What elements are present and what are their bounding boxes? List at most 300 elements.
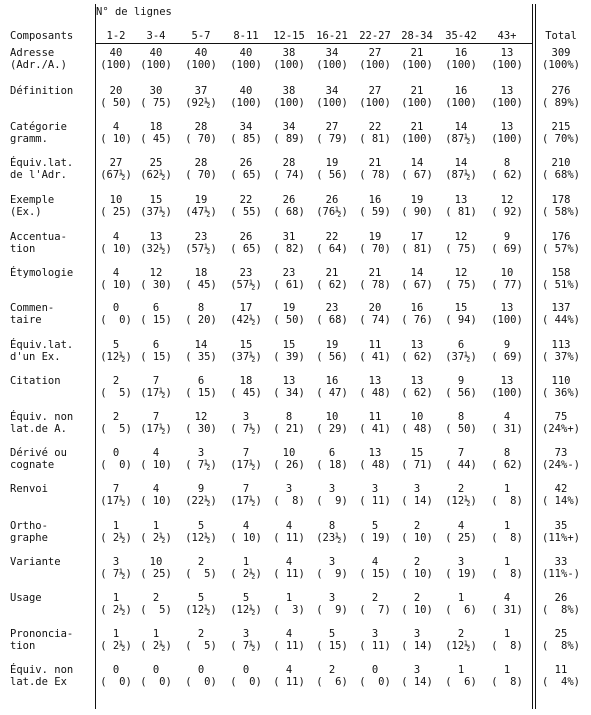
count-cell: 10	[325, 411, 339, 423]
count-cell: 4	[112, 121, 120, 133]
percent-cell: ( 75)	[445, 243, 477, 255]
column-header: 28-34	[401, 30, 433, 42]
count-cell: 3	[371, 483, 379, 495]
count-cell: 14	[454, 157, 468, 169]
percent-cell: ( 11)	[359, 640, 391, 652]
percent-cell: ( 74)	[359, 314, 391, 326]
percent-cell: ( 25)	[140, 568, 172, 580]
percent-cell: ( 7½)	[230, 640, 262, 652]
percent-cell: ( 62)	[491, 459, 523, 471]
row-label: de l'Adr.	[10, 169, 67, 181]
percent-cell: ( 35)	[185, 351, 217, 363]
count-cell: 27	[325, 121, 339, 133]
count-cell: 23	[282, 267, 296, 279]
count-cell: 3	[413, 664, 421, 676]
percent-cell: ( 2½)	[230, 568, 262, 580]
percent-cell: ( 10)	[140, 495, 172, 507]
percent-cell: ( 15)	[140, 314, 172, 326]
count-cell: 1	[112, 628, 120, 640]
percent-cell: ( 41)	[359, 351, 391, 363]
percent-cell: ( 45)	[140, 133, 172, 145]
count-cell: 40	[149, 47, 163, 59]
count-cell: 10	[410, 411, 424, 423]
percent-cell: ( 55)	[230, 206, 262, 218]
percent-cell: ( 31)	[491, 604, 523, 616]
percent-cell: ( 7½)	[100, 568, 132, 580]
count-cell: 2	[328, 664, 336, 676]
count-cell: 3	[328, 592, 336, 604]
count-cell: 4	[285, 664, 293, 676]
row-label: Ortho-	[10, 520, 48, 532]
percent-cell: ( 25)	[100, 206, 132, 218]
count-cell: 15	[454, 302, 468, 314]
percent-cell: ( 10)	[401, 568, 433, 580]
percent-cell: ( 68)	[316, 314, 348, 326]
percent-cell: ( 5)	[100, 387, 132, 399]
header-components-label: Composants	[10, 30, 74, 42]
count-cell: 16	[454, 85, 468, 97]
count-cell: 19	[282, 302, 296, 314]
percent-cell: ( 47)	[316, 387, 348, 399]
percent-cell: ( 15)	[140, 351, 172, 363]
percent-cell: ( 10)	[401, 604, 433, 616]
count-cell: 6	[197, 375, 205, 387]
percent-cell: ( 41)	[359, 423, 391, 435]
count-cell: 4	[503, 592, 511, 604]
count-cell: 28	[282, 157, 296, 169]
count-cell: 7	[242, 447, 250, 459]
percent-cell: (37½)	[140, 206, 172, 218]
percent-cell: (100)	[491, 97, 523, 109]
count-cell: 4	[457, 520, 465, 532]
percent-cell: (87½)	[445, 169, 477, 181]
percent-cell: (32½)	[140, 243, 172, 255]
percent-cell: ( 0)	[230, 676, 262, 688]
percent-cell: (100)	[273, 97, 305, 109]
count-cell: 40	[239, 85, 253, 97]
total-percent-cell: ( 4%)	[542, 676, 580, 688]
count-cell: 26	[239, 157, 253, 169]
percent-cell: ( 0)	[100, 676, 132, 688]
row-label: Prononcia-	[10, 628, 74, 640]
count-cell: 25	[149, 157, 163, 169]
count-cell: 27	[368, 47, 382, 59]
percent-cell: ( 56)	[445, 387, 477, 399]
count-cell: 23	[194, 231, 208, 243]
percent-cell: (12½)	[445, 495, 477, 507]
count-cell: 8	[197, 302, 205, 314]
percent-cell: ( 2½)	[140, 532, 172, 544]
percent-cell: ( 14)	[401, 640, 433, 652]
count-cell: 14	[194, 339, 208, 351]
row-label: Dérivé ou	[10, 447, 67, 459]
count-cell: 13	[500, 121, 514, 133]
count-cell: 27	[368, 85, 382, 97]
percent-cell: (100)	[491, 133, 523, 145]
percent-cell: ( 56)	[316, 169, 348, 181]
percent-cell: ( 10)	[140, 459, 172, 471]
percent-cell: ( 69)	[491, 243, 523, 255]
count-cell: 26	[239, 231, 253, 243]
column-header: 8-11	[233, 30, 259, 42]
count-cell: 13	[500, 47, 514, 59]
percent-cell: ( 8)	[491, 495, 523, 507]
row-label: Accentua-	[10, 231, 67, 243]
percent-cell: (100)	[230, 97, 262, 109]
percent-cell: (100)	[273, 59, 305, 71]
total-cell: 26	[554, 592, 568, 604]
percent-cell: (100)	[140, 59, 172, 71]
count-cell: 3	[328, 556, 336, 568]
count-cell: 11	[368, 339, 382, 351]
count-cell: 40	[239, 47, 253, 59]
count-cell: 3	[197, 447, 205, 459]
count-cell: 7	[242, 483, 250, 495]
count-cell: 2	[457, 628, 465, 640]
percent-cell: ( 70)	[359, 243, 391, 255]
row-label: lat.de Ex	[10, 676, 67, 688]
count-cell: 1	[152, 520, 160, 532]
row-label: Équiv.lat.	[10, 157, 74, 169]
total-cell: 110	[551, 375, 571, 387]
percent-cell: ( 79)	[316, 133, 348, 145]
count-cell: 38	[282, 85, 296, 97]
percent-cell: (100)	[100, 59, 132, 71]
percent-cell: ( 67)	[401, 279, 433, 291]
percent-cell: ( 65)	[230, 243, 262, 255]
percent-cell: ( 26)	[273, 459, 305, 471]
row-label: graphe	[10, 532, 48, 544]
count-cell: 4	[285, 628, 293, 640]
percent-cell: ( 39)	[273, 351, 305, 363]
total-percent-cell: ( 8%)	[542, 640, 580, 652]
total-cell: 178	[551, 194, 571, 206]
row-label: (Adr./A.)	[10, 59, 67, 71]
percent-cell: (100)	[445, 59, 477, 71]
percent-cell: (100)	[230, 59, 262, 71]
percent-cell: ( 81)	[401, 243, 433, 255]
count-cell: 28	[194, 121, 208, 133]
count-cell: 12	[454, 231, 468, 243]
percent-cell: ( 62)	[491, 169, 523, 181]
count-cell: 37	[194, 85, 208, 97]
count-cell: 28	[194, 157, 208, 169]
row-label: d'un Ex.	[10, 351, 61, 363]
percent-cell: ( 74)	[273, 169, 305, 181]
total-percent-cell: ( 44%)	[542, 314, 580, 326]
percent-cell: ( 85)	[230, 133, 262, 145]
percent-cell: ( 14)	[401, 676, 433, 688]
percent-cell: ( 29)	[316, 423, 348, 435]
count-cell: 19	[368, 231, 382, 243]
count-cell: 4	[371, 556, 379, 568]
percent-cell: ( 82)	[273, 243, 305, 255]
count-cell: 19	[194, 194, 208, 206]
count-cell: 13	[368, 375, 382, 387]
count-cell: 10	[149, 556, 163, 568]
percent-cell: ( 89)	[273, 133, 305, 145]
percent-cell: ( 90)	[401, 206, 433, 218]
count-cell: 6	[328, 447, 336, 459]
count-cell: 2	[197, 556, 205, 568]
percent-cell: ( 0)	[359, 676, 391, 688]
count-cell: 8	[503, 447, 511, 459]
count-cell: 11	[368, 411, 382, 423]
count-cell: 15	[239, 339, 253, 351]
count-cell: 3	[371, 628, 379, 640]
row-label: Renvoi	[10, 483, 48, 495]
count-cell: 5	[328, 628, 336, 640]
count-cell: 23	[325, 302, 339, 314]
percent-cell: (100)	[401, 133, 433, 145]
header-rule	[96, 43, 533, 44]
count-cell: 2	[413, 520, 421, 532]
column-header: 16-21	[316, 30, 348, 42]
percent-cell: ( 8)	[491, 568, 523, 580]
count-cell: 26	[325, 194, 339, 206]
count-cell: 2	[457, 483, 465, 495]
count-cell: 4	[503, 411, 511, 423]
column-header: 35-42	[445, 30, 477, 42]
row-label: Exemple	[10, 194, 55, 206]
percent-cell: ( 92)	[491, 206, 523, 218]
row-label: tion	[10, 640, 36, 652]
count-cell: 4	[112, 267, 120, 279]
count-cell: 0	[197, 664, 205, 676]
percent-cell: ( 62)	[316, 279, 348, 291]
percent-cell: ( 50)	[100, 97, 132, 109]
total-cell: 137	[551, 302, 571, 314]
percent-cell: (100)	[316, 59, 348, 71]
count-cell: 14	[454, 121, 468, 133]
percent-cell: ( 61)	[273, 279, 305, 291]
count-cell: 3	[413, 628, 421, 640]
percent-cell: ( 15)	[185, 387, 217, 399]
percent-cell: ( 11)	[273, 568, 305, 580]
count-cell: 13	[454, 194, 468, 206]
percent-cell: (57½)	[185, 243, 217, 255]
percent-cell: ( 9)	[316, 604, 348, 616]
row-label: lat.de A.	[10, 423, 67, 435]
percent-cell: ( 11)	[273, 640, 305, 652]
count-cell: 5	[371, 520, 379, 532]
column-header: 1-2	[106, 30, 126, 42]
percent-cell: ( 6)	[445, 604, 477, 616]
row-label: cognate	[10, 459, 55, 471]
row-label: Citation	[10, 375, 61, 387]
count-cell: 1	[503, 556, 511, 568]
count-cell: 5	[112, 339, 120, 351]
total-percent-cell: (100%)	[542, 59, 580, 71]
count-cell: 8	[285, 411, 293, 423]
percent-cell: ( 8)	[273, 495, 305, 507]
count-cell: 10	[109, 194, 123, 206]
right-vertical-rule-1	[532, 4, 533, 709]
percent-cell: (17½)	[100, 495, 132, 507]
count-cell: 0	[152, 664, 160, 676]
count-cell: 5	[197, 592, 205, 604]
count-cell: 14	[410, 267, 424, 279]
count-cell: 4	[152, 483, 160, 495]
count-cell: 0	[112, 664, 120, 676]
percent-cell: ( 62)	[401, 387, 433, 399]
count-cell: 3	[328, 483, 336, 495]
count-cell: 12	[149, 267, 163, 279]
count-cell: 1	[285, 592, 293, 604]
percent-cell: ( 69)	[491, 351, 523, 363]
percent-cell: (12½)	[185, 532, 217, 544]
total-cell: 215	[551, 121, 571, 133]
percent-cell: ( 2½)	[140, 640, 172, 652]
count-cell: 6	[152, 302, 160, 314]
count-cell: 0	[112, 302, 120, 314]
count-cell: 1	[503, 520, 511, 532]
percent-cell: ( 5)	[100, 423, 132, 435]
count-cell: 2	[197, 628, 205, 640]
count-cell: 13	[410, 375, 424, 387]
percent-cell: (57½)	[230, 279, 262, 291]
row-label: Variante	[10, 556, 61, 568]
count-cell: 13	[368, 447, 382, 459]
header-total-label: Total	[545, 30, 577, 42]
count-cell: 21	[410, 47, 424, 59]
percent-cell: ( 10)	[401, 532, 433, 544]
count-cell: 40	[109, 47, 123, 59]
percent-cell: ( 6)	[445, 676, 477, 688]
percent-cell: (12½)	[185, 604, 217, 616]
count-cell: 3	[457, 556, 465, 568]
count-cell: 4	[112, 231, 120, 243]
count-cell: 2	[112, 411, 120, 423]
percent-cell: ( 2½)	[100, 640, 132, 652]
percent-cell: (37½)	[445, 351, 477, 363]
percent-cell: ( 50)	[445, 423, 477, 435]
count-cell: 7	[457, 447, 465, 459]
total-cell: 176	[551, 231, 571, 243]
percent-cell: ( 11)	[273, 532, 305, 544]
count-cell: 20	[109, 85, 123, 97]
percent-cell: ( 5)	[185, 568, 217, 580]
header-top-label: N° de lignes	[96, 6, 172, 18]
row-label: Équiv. non	[10, 411, 74, 423]
percent-cell: (100)	[359, 97, 391, 109]
count-cell: 16	[325, 375, 339, 387]
count-cell: 16	[410, 302, 424, 314]
total-percent-cell: ( 14%)	[542, 495, 580, 507]
percent-cell: ( 19)	[445, 568, 477, 580]
percent-cell: ( 76)	[401, 314, 433, 326]
percent-cell: ( 30)	[140, 279, 172, 291]
count-cell: 23	[239, 267, 253, 279]
count-cell: 2	[413, 556, 421, 568]
column-header: 3-4	[146, 30, 166, 42]
percent-cell: ( 0)	[140, 676, 172, 688]
count-cell: 0	[242, 664, 250, 676]
count-cell: 20	[368, 302, 382, 314]
count-cell: 18	[239, 375, 253, 387]
total-percent-cell: ( 37%)	[542, 351, 580, 363]
total-percent-cell: ( 51%)	[542, 279, 580, 291]
row-label: Étymologie	[10, 267, 74, 279]
total-percent-cell: ( 8%)	[542, 604, 580, 616]
count-cell: 34	[239, 121, 253, 133]
count-cell: 19	[410, 194, 424, 206]
count-cell: 1	[112, 592, 120, 604]
percent-cell: (100)	[185, 59, 217, 71]
row-label: Définition	[10, 85, 74, 97]
percent-cell: ( 10)	[100, 243, 132, 255]
count-cell: 21	[410, 121, 424, 133]
count-cell: 6	[152, 339, 160, 351]
count-cell: 2	[152, 592, 160, 604]
count-cell: 10	[500, 267, 514, 279]
percent-cell: ( 48)	[359, 459, 391, 471]
percent-cell: ( 31)	[491, 423, 523, 435]
percent-cell: ( 9)	[316, 568, 348, 580]
column-header: 12-15	[273, 30, 305, 42]
percent-cell: ( 94)	[445, 314, 477, 326]
percent-cell: (100)	[491, 387, 523, 399]
percent-cell: ( 45)	[230, 387, 262, 399]
count-cell: 13	[149, 231, 163, 243]
total-cell: 25	[554, 628, 568, 640]
percent-cell: ( 15)	[359, 568, 391, 580]
total-cell: 42	[554, 483, 568, 495]
percent-cell: (17½)	[140, 423, 172, 435]
total-percent-cell: ( 89%)	[542, 97, 580, 109]
percent-cell: (17½)	[230, 495, 262, 507]
count-cell: 34	[282, 121, 296, 133]
total-percent-cell: ( 36%)	[542, 387, 580, 399]
percent-cell: (17½)	[140, 387, 172, 399]
percent-cell: ( 78)	[359, 279, 391, 291]
count-cell: 1	[152, 628, 160, 640]
total-percent-cell: ( 68%)	[542, 169, 580, 181]
percent-cell: (12½)	[100, 351, 132, 363]
count-cell: 1	[457, 664, 465, 676]
percent-cell: ( 5)	[140, 604, 172, 616]
percent-cell: ( 70)	[185, 169, 217, 181]
percent-cell: (62½)	[140, 169, 172, 181]
percent-cell: (17½)	[230, 459, 262, 471]
count-cell: 3	[285, 483, 293, 495]
total-percent-cell: ( 70%)	[542, 133, 580, 145]
percent-cell: (42½)	[230, 314, 262, 326]
percent-cell: (100)	[401, 59, 433, 71]
total-cell: 309	[551, 47, 571, 59]
count-cell: 4	[242, 520, 250, 532]
percent-cell: ( 3)	[273, 604, 305, 616]
total-percent-cell: (24%+)	[542, 423, 580, 435]
count-cell: 21	[368, 157, 382, 169]
total-percent-cell: (11%+)	[542, 532, 580, 544]
percent-cell: ( 7½)	[185, 459, 217, 471]
percent-cell: ( 45)	[185, 279, 217, 291]
percent-cell: ( 77)	[491, 279, 523, 291]
count-cell: 8	[503, 157, 511, 169]
percent-cell: (22½)	[185, 495, 217, 507]
percent-cell: ( 48)	[401, 423, 433, 435]
count-cell: 4	[152, 447, 160, 459]
count-cell: 31	[282, 231, 296, 243]
total-cell: 35	[554, 520, 568, 532]
percent-cell: ( 2½)	[100, 532, 132, 544]
percent-cell: (100)	[491, 314, 523, 326]
percent-cell: ( 6)	[316, 676, 348, 688]
total-cell: 73	[554, 447, 568, 459]
percent-cell: (67½)	[100, 169, 132, 181]
count-cell: 13	[282, 375, 296, 387]
